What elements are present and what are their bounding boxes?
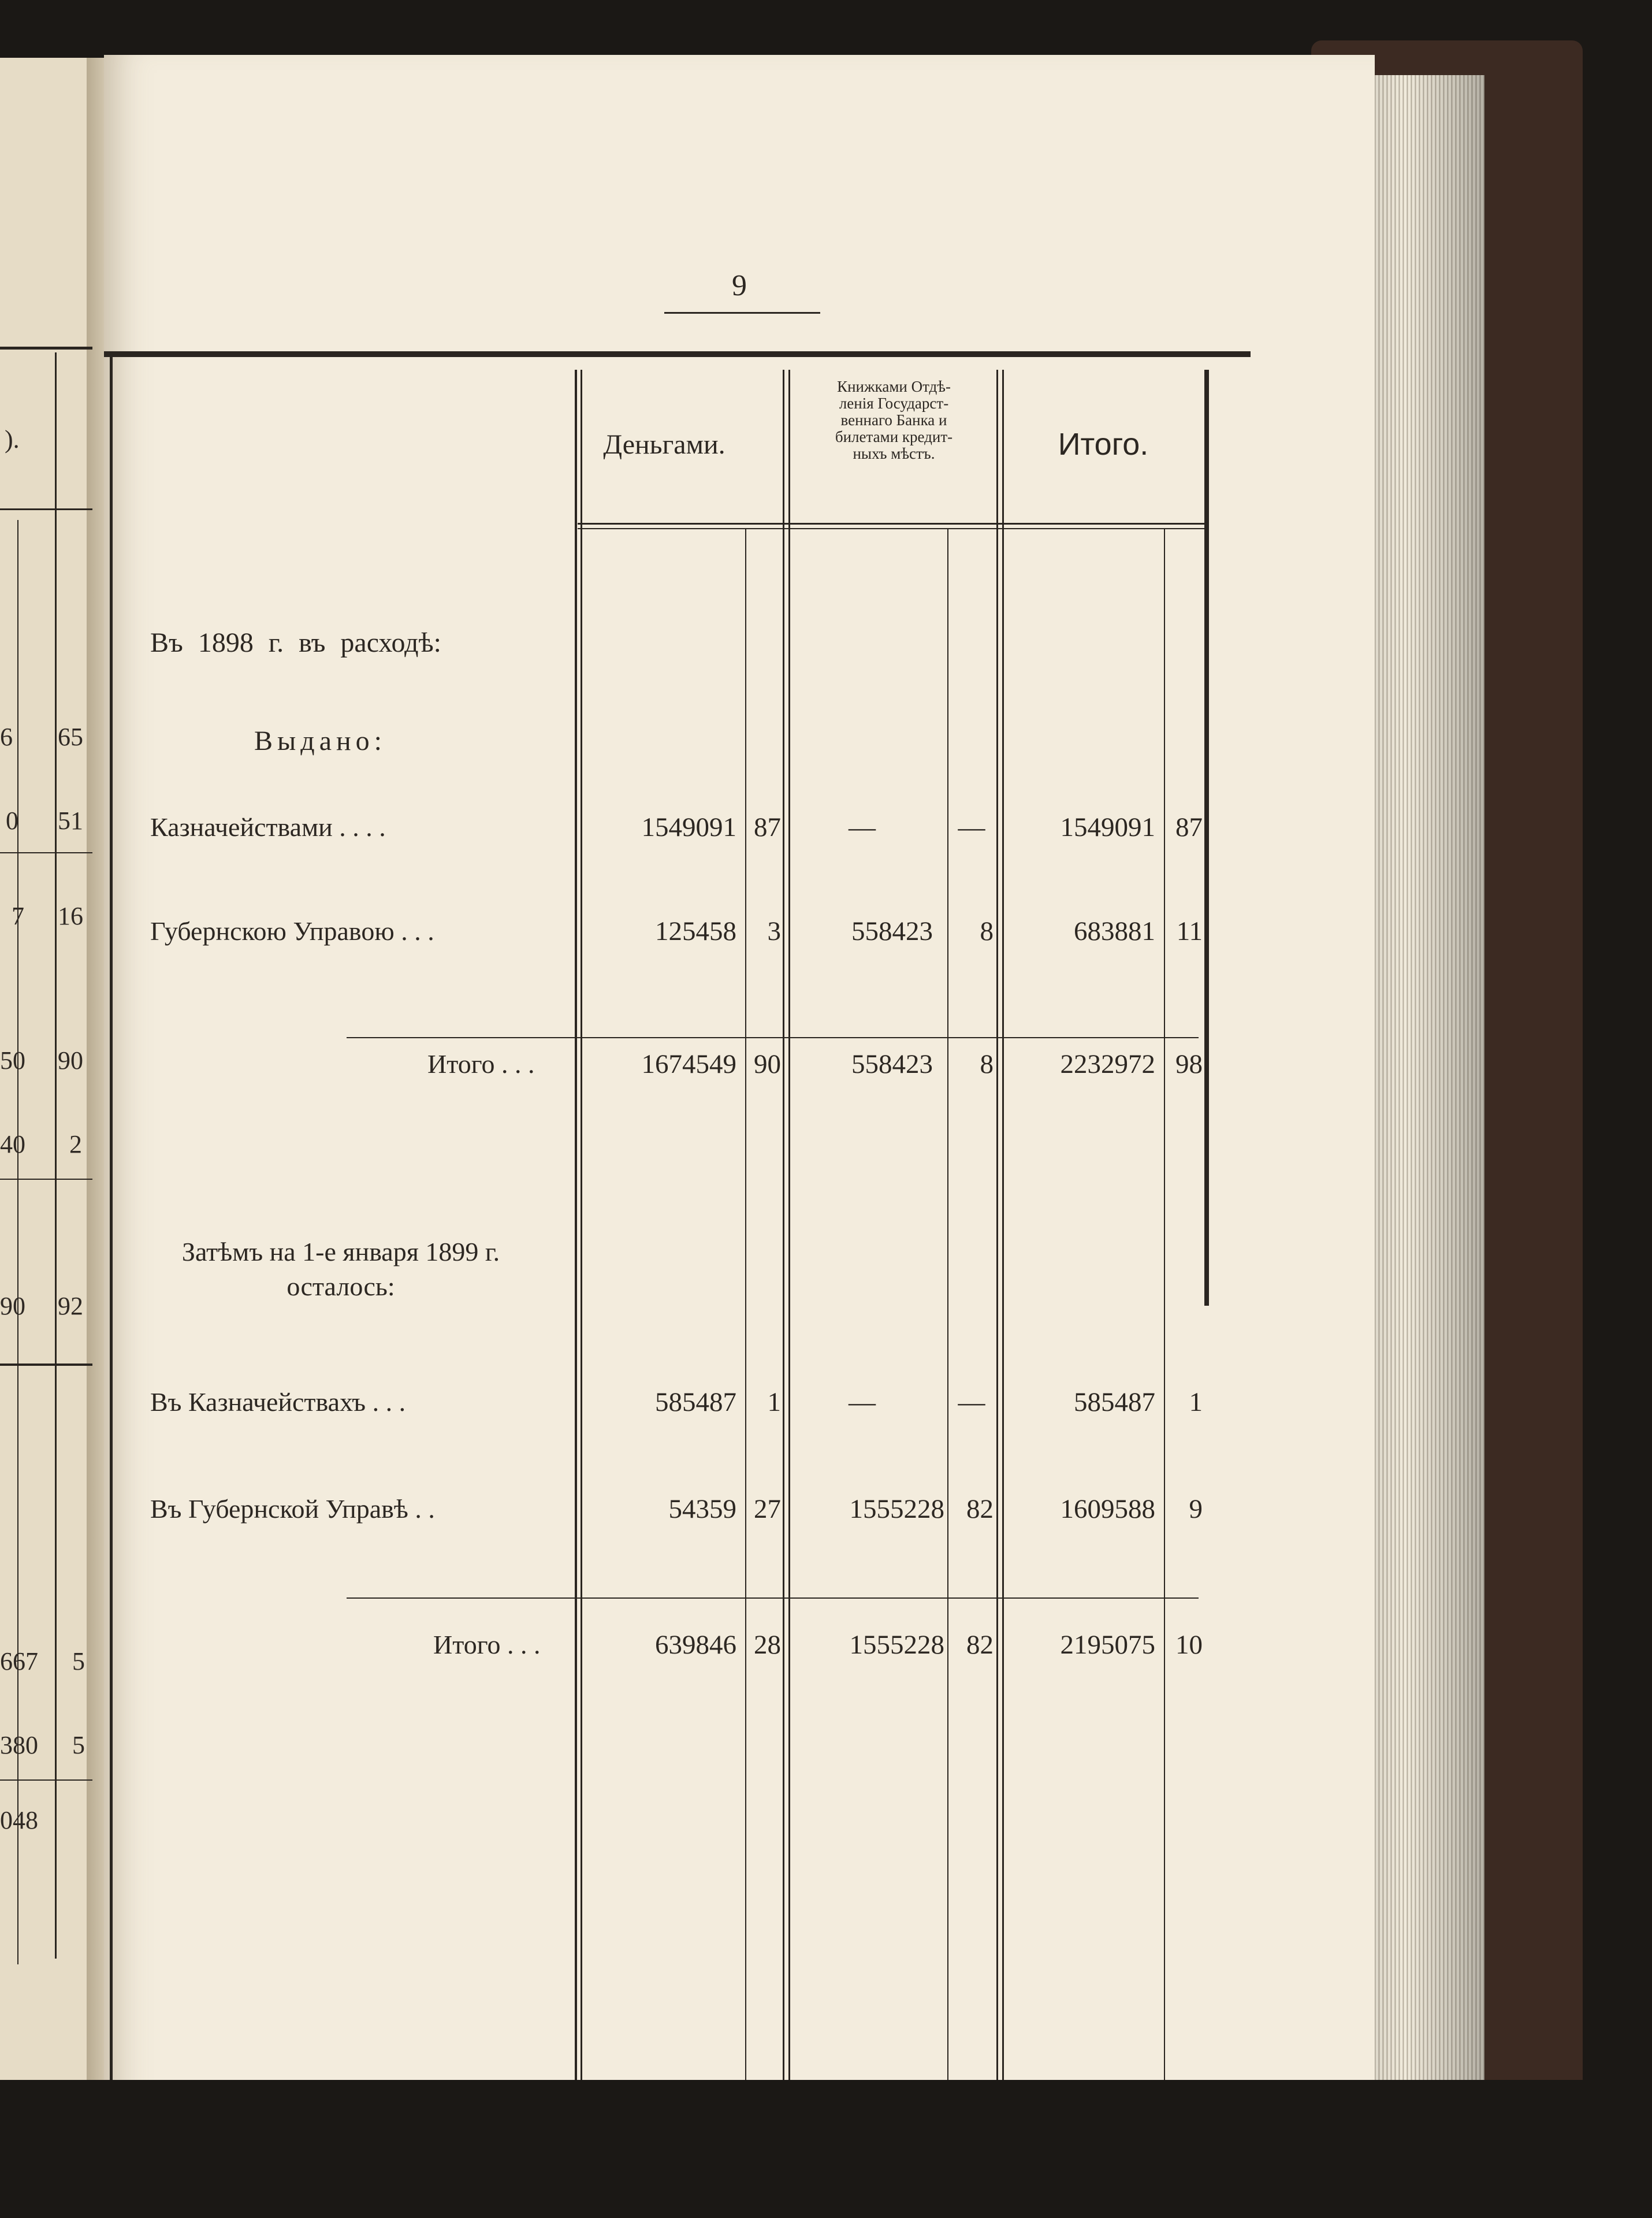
books-rubles: 1555228 — [849, 1630, 944, 1660]
books-kopecks: 82 — [966, 1630, 994, 1660]
left-number: 7 — [12, 902, 24, 930]
left-number: 5 — [72, 1647, 85, 1675]
books-kopecks: 82 — [966, 1494, 994, 1524]
books-kopecks: — — [958, 1387, 985, 1417]
header-books — [791, 378, 996, 462]
left-number: 40 — [0, 1130, 25, 1158]
left-top-rule — [0, 347, 92, 350]
page-number-rule — [664, 312, 820, 314]
left-number: 5 — [72, 1731, 85, 1759]
books-rubles: 558423 — [851, 1049, 933, 1079]
total-rubles: 1609588 — [1060, 1494, 1155, 1524]
row-label: Итого . . . — [427, 1049, 535, 1079]
total-kopecks: 11 — [1176, 916, 1203, 946]
header-money: Деньгами. — [603, 429, 725, 460]
money-rubles: 585487 — [655, 1387, 736, 1417]
left-number: 90 — [0, 1292, 25, 1320]
left-header-text: ). — [5, 425, 20, 454]
left-number: 0 — [6, 807, 18, 835]
table-top-rule — [104, 351, 1251, 357]
left-rule — [0, 1779, 92, 1781]
header-rule — [578, 523, 1204, 525]
books-kopecks: 8 — [980, 916, 994, 946]
column-rule-books — [783, 370, 784, 2097]
column-rule-money — [575, 370, 577, 2097]
total-rubles: 2232972 — [1060, 1049, 1155, 1079]
money-kopecks: 87 — [754, 812, 781, 842]
money-kopecks: 3 — [767, 916, 781, 946]
money-rubles: 54359 — [668, 1494, 736, 1524]
money-rubles: 639846 — [655, 1630, 736, 1660]
left-number: 50 — [0, 1046, 25, 1075]
left-number: 667 — [0, 1647, 38, 1675]
total-kopecks: 10 — [1175, 1630, 1203, 1660]
section-heading-issued: Выдано: — [254, 726, 387, 756]
header-books-line: ныхъ мѣстъ. — [853, 445, 935, 462]
books-rubles: — — [849, 812, 876, 842]
subtotal-rule — [347, 1037, 1199, 1038]
main-page — [104, 55, 1375, 2169]
left-header-rule — [0, 508, 92, 510]
total-kopecks: 9 — [1189, 1494, 1203, 1524]
total-kopecks: 98 — [1175, 1049, 1203, 1079]
subtotal-rule — [347, 1597, 1199, 1599]
left-number: 65 — [58, 723, 83, 751]
header-books-line: веннаго Банка и — [840, 411, 947, 429]
money-rubles: 125458 — [655, 916, 736, 946]
column-rule-kop — [947, 529, 948, 2097]
column-rule-total — [996, 370, 998, 2097]
money-rubles: 1549091 — [641, 812, 736, 842]
table-right-rule — [1204, 370, 1209, 1306]
section-heading-1899: Затѣмъ на 1-е января 1899 г. — [181, 1237, 500, 1266]
header-rule — [578, 528, 1204, 529]
row-label: Итого . . . — [433, 1630, 541, 1659]
left-number: 92 — [58, 1292, 83, 1320]
money-kopecks: 28 — [754, 1630, 781, 1660]
left-number: 380 — [0, 1731, 38, 1759]
money-kopecks: 90 — [754, 1049, 781, 1079]
page-number: 9 — [732, 269, 747, 302]
left-rule — [0, 852, 92, 853]
header-books-line: ленія Государст- — [839, 395, 949, 412]
left-number: 16 — [58, 902, 83, 930]
books-rubles: 1555228 — [849, 1494, 944, 1524]
table-left-rule — [110, 357, 113, 2113]
section-heading-1899-cont: осталось: — [287, 1272, 395, 1301]
column-rule-kop — [1164, 529, 1165, 2097]
row-label: Казначействами . . . . — [150, 812, 386, 842]
left-number: 2 — [69, 1130, 82, 1158]
books-rubles: 558423 — [851, 916, 933, 946]
money-rubles: 1674549 — [641, 1049, 736, 1079]
section-heading-1898: Въ 1898 г. въ расходѣ: — [150, 627, 441, 658]
row-label: Губернскою Управою . . . — [150, 916, 434, 946]
left-number: 6 — [0, 723, 13, 751]
bottom-background — [0, 2080, 1652, 2218]
books-kopecks: 8 — [980, 1049, 994, 1079]
money-kopecks: 1 — [767, 1387, 781, 1417]
total-rubles: 585487 — [1074, 1387, 1155, 1417]
row-label: Въ Губернской Управѣ . . — [150, 1494, 435, 1524]
column-rule-kop — [745, 529, 746, 2097]
total-kopecks: 87 — [1175, 812, 1203, 842]
total-rubles: 2195075 — [1060, 1630, 1155, 1660]
column-rule-money — [581, 370, 582, 2097]
header-total: Итого. — [1058, 427, 1149, 462]
total-rubles: 1549091 — [1060, 812, 1155, 842]
row-label: Въ Казначействахъ . . . — [150, 1387, 406, 1417]
books-rubles: — — [849, 1387, 876, 1417]
books-kopecks: — — [958, 812, 985, 842]
left-number: 90 — [58, 1046, 83, 1075]
money-kopecks: 27 — [754, 1494, 781, 1524]
left-rule — [0, 1364, 92, 1366]
left-rule — [0, 1179, 92, 1180]
header-books-line: Книжками Отдѣ- — [837, 378, 951, 395]
column-rule-total — [1002, 370, 1004, 2097]
left-number: 048 — [0, 1806, 38, 1834]
total-kopecks: 1 — [1189, 1387, 1203, 1417]
total-rubles: 683881 — [1074, 916, 1155, 946]
left-number: 51 — [58, 807, 83, 835]
column-rule-books — [788, 370, 790, 2097]
left-column-rule — [55, 352, 57, 1959]
header-books-line: билетами кредит- — [835, 428, 953, 445]
